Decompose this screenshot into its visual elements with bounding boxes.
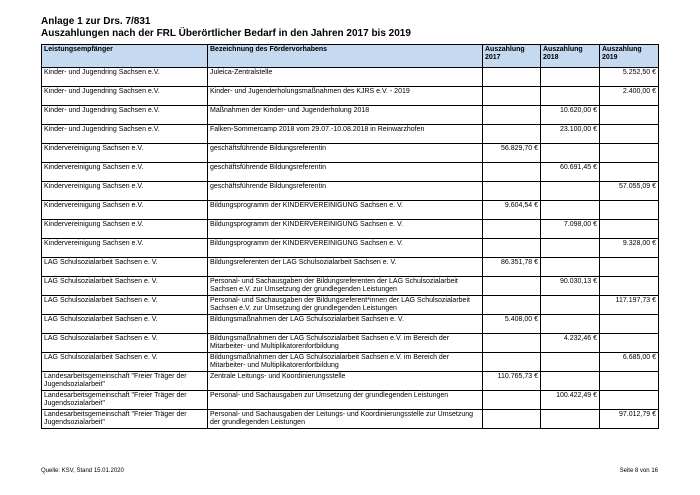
cell-amount-2018: [541, 353, 600, 372]
cell-recipient: Kindervereinigung Sachsen e.V.: [42, 201, 208, 220]
cell-amount-2017: [483, 353, 541, 372]
cell-amount-2018: [541, 201, 600, 220]
title-line-2: Auszahlungen nach der FRL Überörtlicher Bedarf in den Jahren 2017 bis 2019: [41, 28, 411, 39]
cell-amount-2018: [541, 239, 600, 258]
cell-amount-2019: [600, 391, 659, 410]
column-header-2017: Auszahlung 2017: [483, 45, 541, 68]
cell-amount-2019: 57.055,09 €: [600, 182, 659, 201]
cell-amount-2018: [541, 258, 600, 277]
cell-amount-2017: [483, 125, 541, 144]
cell-amount-2019: [600, 258, 659, 277]
table-row: [42, 201, 659, 220]
cell-amount-2018: 7.098,00 €: [541, 220, 600, 239]
cell-amount-2017: [483, 182, 541, 201]
cell-amount-2018: 10.620,00 €: [541, 106, 600, 125]
table-row: [42, 372, 659, 391]
table-row: [42, 163, 659, 182]
cell-recipient: Kinder- und Jugendring Sachsen e.V.: [42, 87, 208, 106]
table-row: [42, 144, 659, 163]
title-line-1: Anlage 1 zur Drs. 7/831: [41, 16, 151, 27]
cell-recipient: Kinder- und Jugendring Sachsen e.V.: [42, 106, 208, 125]
cell-project: Bildungsmaßnahmen der LAG Schulsozialarbeit Sachsen e. V.: [208, 315, 483, 334]
table-row: [42, 258, 659, 277]
table-row: [42, 182, 659, 201]
cell-project: Bildungsmaßnahmen der LAG Schulsozialarbeit Sachsen e.V. im Bereich der Mitarbeiter- und Multiplikatorenfortbildung: [208, 334, 483, 353]
cell-recipient: Landesarbeitsgemeinschaft "Freier Träger der Jugendsozialarbeit": [42, 391, 208, 410]
cell-project: Kinder- und Jugenderholungsmaßnahmen des KJRS e.V. - 2019: [208, 87, 483, 106]
cell-recipient: Kindervereinigung Sachsen e.V.: [42, 163, 208, 182]
cell-project: Bildungsmaßnahmen der LAG Schulsozialarbeit Sachsen e.V. im Bereich der Mitarbeiter- und Multiplikatorenfortbildung: [208, 353, 483, 372]
cell-project: Personal- und Sachausgaben zur Umsetzung der grundlegenden Leistungen: [208, 391, 483, 410]
cell-amount-2017: [483, 220, 541, 239]
cell-amount-2018: [541, 315, 600, 334]
cell-project: Personal- und Sachausgaben der Bildungsreferent*innen der LAG Schulsozialarbeit Sachsen e.V. zur Umsetzung der grundlegenden Leistungen: [208, 296, 483, 315]
cell-recipient: LAG Schulsozialarbeit Sachsen e. V.: [42, 353, 208, 372]
cell-project: Juleica-Zentralstelle: [208, 68, 483, 87]
table-body: [42, 68, 659, 429]
cell-recipient: LAG Schulsozialarbeit Sachsen e. V.: [42, 334, 208, 353]
cell-recipient: LAG Schulsozialarbeit Sachsen e. V.: [42, 277, 208, 296]
cell-amount-2018: [541, 68, 600, 87]
page-number: Seite 8 von 16: [619, 468, 658, 474]
cell-amount-2019: [600, 201, 659, 220]
cell-recipient: Kindervereinigung Sachsen e.V.: [42, 182, 208, 201]
cell-amount-2017: 9.604,54 €: [483, 201, 541, 220]
cell-project: geschäftsführende Bildungsreferentin: [208, 182, 483, 201]
cell-project: Bildungsprogramm der KINDERVEREINIGUNG Sachsen e. V.: [208, 201, 483, 220]
cell-amount-2017: [483, 277, 541, 296]
cell-amount-2019: [600, 334, 659, 353]
cell-amount-2019: 117.197,73 €: [600, 296, 659, 315]
cell-amount-2017: [483, 410, 541, 429]
table-row: [42, 68, 659, 87]
cell-amount-2017: [483, 163, 541, 182]
cell-recipient: Kindervereinigung Sachsen e.V.: [42, 220, 208, 239]
cell-amount-2019: [600, 372, 659, 391]
table-row: [42, 353, 659, 372]
cell-amount-2018: 23.100,00 €: [541, 125, 600, 144]
cell-project: Maßnahmen der Kinder- und Jugenderholung 2018: [208, 106, 483, 125]
cell-amount-2017: [483, 391, 541, 410]
cell-amount-2017: [483, 106, 541, 125]
cell-recipient: Kinder- und Jugendring Sachsen e.V.: [42, 68, 208, 87]
cell-amount-2017: 56.829,70 €: [483, 144, 541, 163]
cell-amount-2019: 97.012,79 €: [600, 410, 659, 429]
cell-amount-2017: [483, 87, 541, 106]
cell-amount-2019: [600, 144, 659, 163]
cell-amount-2018: [541, 182, 600, 201]
cell-amount-2019: [600, 106, 659, 125]
cell-amount-2019: [600, 315, 659, 334]
table-row: [42, 277, 659, 296]
cell-amount-2017: 110.765,73 €: [483, 372, 541, 391]
column-header-project: Bezeichnung des Fördervorhabens: [208, 45, 483, 68]
table-row: [42, 296, 659, 315]
cell-amount-2019: [600, 125, 659, 144]
table-row: [42, 391, 659, 410]
document-title: [41, 16, 411, 40]
cell-amount-2018: [541, 87, 600, 106]
cell-amount-2018: [541, 296, 600, 315]
cell-amount-2017: [483, 68, 541, 87]
table-row: [42, 410, 659, 429]
cell-amount-2018: 100.422,49 €: [541, 391, 600, 410]
cell-recipient: LAG Schulsozialarbeit Sachsen e. V.: [42, 296, 208, 315]
cell-amount-2019: 9.328,00 €: [600, 239, 659, 258]
table-row: [42, 220, 659, 239]
table-row: [42, 315, 659, 334]
cell-amount-2018: [541, 372, 600, 391]
cell-recipient: Kindervereinigung Sachsen e.V.: [42, 144, 208, 163]
table-row: [42, 125, 659, 144]
cell-project: Personal- und Sachausgaben der Leitungs- und Koordinierungsstelle zur Umsetzung der grundlegenden Leistungen: [208, 410, 483, 429]
cell-project: Personal- und Sachausgaben der Bildungsreferenten der LAG Schulsozialarbeit Sachsen e.V. zur Umsetzung der grundlegenden Leistungen: [208, 277, 483, 296]
payments-table: [41, 44, 659, 429]
column-header-2019: Auszahlung 2019: [600, 45, 659, 68]
cell-project: Bildungsprogramm der KINDERVEREINIGUNG Sachsen e. V.: [208, 220, 483, 239]
cell-amount-2017: [483, 296, 541, 315]
table-row: [42, 87, 659, 106]
table-header-row: [42, 45, 659, 68]
cell-project: Bildungsprogramm der KINDERVEREINIGUNG Sachsen e. V.: [208, 239, 483, 258]
cell-amount-2017: 86.351,78 €: [483, 258, 541, 277]
cell-recipient: Landesarbeitsgemeinschaft "Freier Träger der Jugendsozialarbeit": [42, 410, 208, 429]
cell-amount-2019: 2.400,00 €: [600, 87, 659, 106]
cell-amount-2019: [600, 220, 659, 239]
cell-amount-2018: 90.030,13 €: [541, 277, 600, 296]
cell-amount-2018: 60.691,45 €: [541, 163, 600, 182]
table-row: [42, 239, 659, 258]
cell-project: geschäftsführende Bildungsreferentin: [208, 144, 483, 163]
cell-project: Zentrale Leitungs- und Koordinierungsstelle: [208, 372, 483, 391]
cell-recipient: LAG Schulsozialarbeit Sachsen e. V.: [42, 315, 208, 334]
cell-project: geschäftsführende Bildungsreferentin: [208, 163, 483, 182]
cell-amount-2018: [541, 410, 600, 429]
cell-amount-2019: 5.252,50 €: [600, 68, 659, 87]
cell-recipient: LAG Schulsozialarbeit Sachsen e. V.: [42, 258, 208, 277]
cell-amount-2017: 5.408,00 €: [483, 315, 541, 334]
cell-recipient: Landesarbeitsgemeinschaft "Freier Träger der Jugendsozialarbeit": [42, 372, 208, 391]
cell-recipient: Kindervereinigung Sachsen e.V.: [42, 239, 208, 258]
cell-amount-2019: [600, 163, 659, 182]
column-header-recipient: Leistungsempfänger: [42, 45, 208, 68]
cell-amount-2018: [541, 144, 600, 163]
column-header-2018: Auszahlung 2018: [541, 45, 600, 68]
cell-amount-2019: 6.685,00 €: [600, 353, 659, 372]
source-note: Quelle: KSV, Stand 15.01.2020: [41, 468, 124, 474]
cell-project: Bildungsreferenten der LAG Schulsozialarbeit Sachsen e. V.: [208, 258, 483, 277]
cell-amount-2018: 4.232,46 €: [541, 334, 600, 353]
cell-project: Falken-Sommercamp 2018 vom 29.07.-10.08.2018 in Reinwarzhofen: [208, 125, 483, 144]
table-row: [42, 334, 659, 353]
cell-amount-2017: [483, 334, 541, 353]
cell-recipient: Kinder- und Jugendring Sachsen e.V.: [42, 125, 208, 144]
cell-amount-2019: [600, 277, 659, 296]
cell-amount-2017: [483, 239, 541, 258]
table-row: [42, 106, 659, 125]
